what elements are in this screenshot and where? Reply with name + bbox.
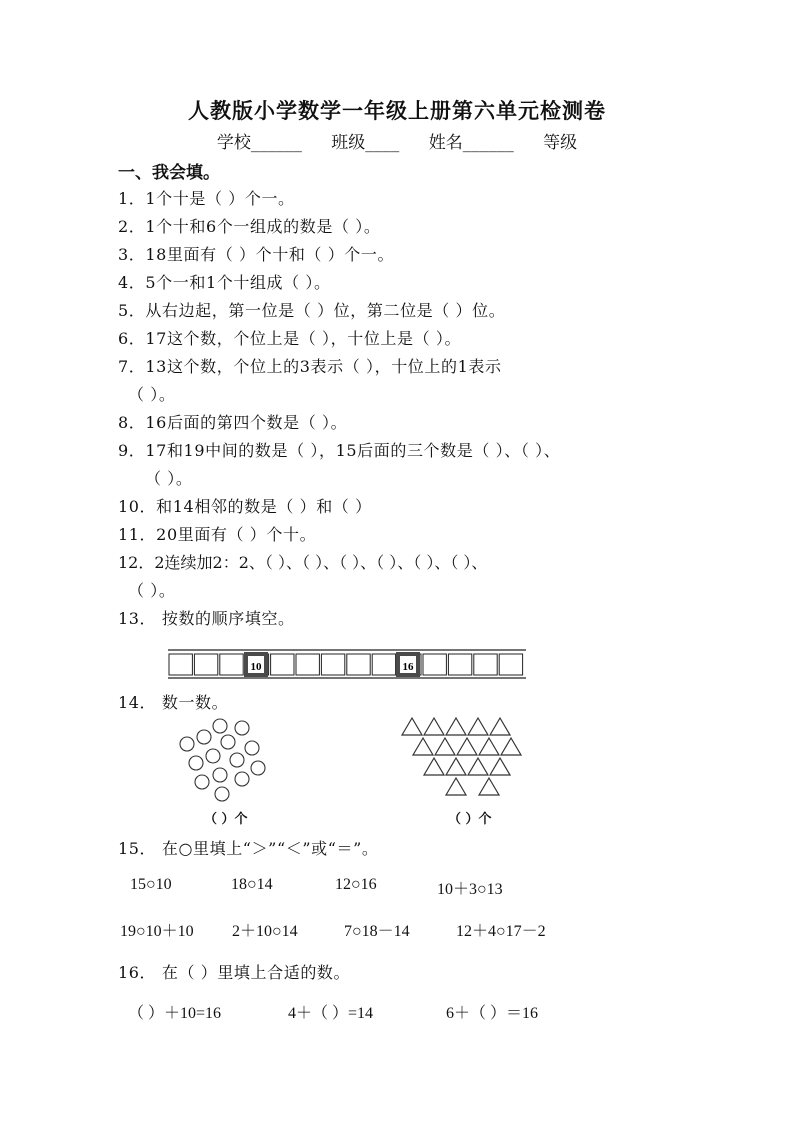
question-1: 1．1个十是（ ）个一。 [118, 189, 295, 208]
triangle-shape [501, 738, 521, 755]
strip-box [474, 654, 497, 675]
compare-4: 10＋3○13 [437, 881, 503, 898]
question-4: 4．5个一和1个十组成（ ）。 [118, 273, 331, 292]
question-13: 13． 按数的顺序填空。 [118, 609, 295, 628]
strip-label-16: 16 [402, 661, 414, 673]
triangle-shape [446, 778, 466, 795]
strip-box [296, 654, 319, 675]
triangle-shape [468, 758, 488, 775]
strip-box [499, 654, 522, 675]
triangles-figure [398, 716, 530, 798]
triangle-shape [490, 718, 510, 735]
compare-6: 2＋10○14 [232, 923, 298, 940]
triangle-shape [435, 738, 455, 755]
strip-box [423, 654, 446, 675]
circles-count-answer: （ ）个 [204, 812, 248, 827]
compare-7: 7○18－14 [344, 923, 410, 940]
question-3: 3．18里面有（ ）个十和（ ）个一。 [118, 245, 395, 264]
triangle-shape [446, 718, 466, 735]
triangle-shape [490, 758, 510, 775]
question-5: 5．从右边起，第一位是（ ）位，第二位是（ ）位。 [118, 301, 506, 320]
compare-5: 19○10＋10 [120, 923, 194, 940]
fill-2: 4＋（ ）=14 [288, 1005, 374, 1022]
grade-field: 等级 [543, 133, 578, 153]
strip-box [347, 654, 370, 675]
question-7: 7．13这个数，个位上的3表示（ ），十位上的1表示 [118, 357, 502, 376]
triangle-shape [424, 758, 444, 775]
triangle-shape [479, 738, 499, 755]
strip-box [169, 654, 192, 675]
question-12: 12．2连续加2：2、（ ）、（ ）、（ ）、（ ）、（ ）、（ ）、 [118, 553, 488, 572]
question-9-continued: （ ）。 [145, 469, 193, 488]
fill-3: 6＋（ ）＝16 [446, 1005, 539, 1022]
school-field: 学校______ [216, 133, 302, 153]
question-16: 16． 在（ ）里填上合适的数。 [118, 963, 351, 982]
triangle-shape [468, 718, 488, 735]
triangle-shape [479, 778, 499, 795]
triangle-shape [446, 758, 466, 775]
question-8: 8．16后面的第四个数是（ ）。 [118, 413, 348, 432]
question-2: 2．1个十和6个一组成的数是（ ）。 [118, 217, 381, 236]
number-strip [168, 648, 528, 682]
circles-figure [178, 718, 270, 814]
question-7-continued: （ ）。 [128, 385, 176, 404]
strip-label-10: 10 [250, 661, 262, 673]
class-field: 班级____ [331, 133, 400, 153]
triangle-shape [413, 738, 433, 755]
student-info-line [0, 128, 794, 153]
fill-1: （ ）＋10=16 [128, 1005, 222, 1022]
question-14: 14． 数一数。 [118, 693, 229, 712]
compare-3: 12○16 [335, 876, 377, 893]
strip-box [321, 654, 344, 675]
page-title: 人教版小学数学一年级上册第六单元检测卷 [188, 98, 606, 123]
strip-box [448, 654, 471, 675]
compare-1: 15○10 [130, 876, 172, 893]
question-9: 9．17和19中间的数是（ ），15后面的三个数是（ ）、（ ）、 [118, 441, 561, 460]
compare-8: 12＋4○17－2 [456, 923, 546, 940]
triangle-shape [457, 738, 477, 755]
compare-2: 18○14 [231, 876, 273, 893]
strip-box [271, 654, 294, 675]
question-12-continued: （ ）。 [128, 581, 176, 600]
triangle-shape [402, 718, 422, 735]
strip-box [194, 654, 217, 675]
triangle-shape [424, 718, 444, 735]
section-heading: 一、我会填。 [118, 163, 220, 183]
strip-box [220, 654, 243, 675]
question-6: 6．17这个数，个位上是（ ），十位上是（ ）。 [118, 329, 462, 348]
triangles-count-answer: （ ）个 [448, 812, 492, 827]
question-11: 11．20里面有（ ）个十。 [118, 525, 317, 544]
name-field: 姓名______ [428, 133, 514, 153]
strip-box [372, 654, 395, 675]
question-10: 10．和14相邻的数是（ ）和（ ） [118, 497, 372, 516]
question-15: 15． 在○里填上“＞”“＜”或“＝”。 [118, 839, 379, 858]
